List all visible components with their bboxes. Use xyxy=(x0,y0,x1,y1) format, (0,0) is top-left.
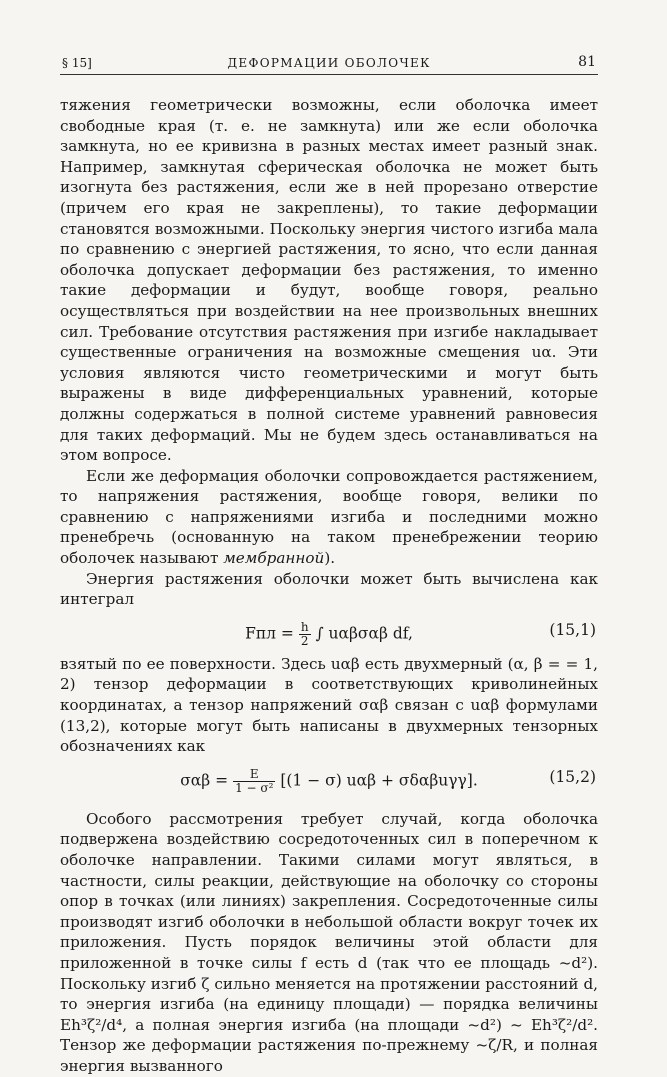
paragraph-3: Энергия растяжения оболочки может быть вычислена как интеграл xyxy=(60,569,598,609)
chapter-title: ДЕФОРМАЦИИ ОБОЛОЧЕК xyxy=(227,56,431,70)
book-page xyxy=(60,52,598,1077)
formula-15-1 xyxy=(60,610,598,654)
formula-15-2-fraction xyxy=(233,768,275,795)
running-header xyxy=(60,52,598,75)
formula-15-2 xyxy=(60,757,598,801)
formula-15-1-rhs: ∫ uαβσαβ df, xyxy=(310,624,413,643)
paragraph-2-end: ). xyxy=(324,549,336,568)
formula-15-2-number: (15,2) xyxy=(549,767,596,786)
membrane-term: мембранной xyxy=(223,549,325,568)
paragraph-2-start: Если же деформация оболочки сопровождается растяжением, то напряжения растяжения, вообще говоря, велики по сравнению с напряжениями изгиба и последними можно пренебречь (основанную на таком пренебрежении теорию оболочек называют xyxy=(60,466,598,568)
section-number: § 15] xyxy=(62,56,92,70)
formula-15-1-lhs: Fпл = xyxy=(245,624,299,643)
paragraph-4: взятый по ее поверхности. Здесь uαβ есть двухмерный (α, β = = 1, 2) тензор деформации в соответствующих криволинейных координатах, а тензор напряжений σαβ связан с uαβ формулами (13,2), которые могут быть написаны в двухмерных тензорных обозначениях как xyxy=(60,654,598,756)
page-number: 81 xyxy=(578,54,596,70)
formula-15-1-denominator: 2 xyxy=(300,633,309,648)
paragraph-1: тяжения геометрически возможны, если оболочка имеет свободные края (т. е. не замкнута) или же если оболочка замкнута, но ее кривизна в разных местах имеет разный знак. Например, замкнутая сферическая оболочка не может быть изогнута без растяжения, если же в ней прорезано отверстие (причем его края не закреплены), то такие деформации становятся возможными. Поскольку энергия чистого изгиба мала по сравнению с энергией растяжения, то ясно, что если данная оболочка допускает деформации без растяжения, то именно такие деформации и будут, вообще говоря, реально осуществляться при воздействии на нее произвольных внешних сил. Требование отсутствия растяжения при изгибе накладывает существенные ограничения на возможные смещения uα. Эти условия являются чисто геометрическими и могут быть выражены в виде дифференциальных уравнений, которые должны содержаться в полной системе уравнений равновесия для таких деформаций. Мы не будем здесь останавливаться на этом вопросе. xyxy=(60,96,598,465)
formula-15-1-fraction xyxy=(299,621,311,648)
formula-15-1-number: (15,1) xyxy=(549,620,596,639)
page-body xyxy=(60,95,598,1077)
formula-15-1-numerator: h xyxy=(300,619,309,634)
formula-15-2-numerator: E xyxy=(233,768,275,782)
formula-15-2-rhs: [(1 − σ) uαβ + σδαβuγγ]. xyxy=(275,771,478,790)
formula-15-2-lhs: σαβ = xyxy=(180,771,234,790)
paragraph-5: Особого рассмотрения требует случай, когда оболочка подвержена воздействию сосредоточенных сил в поперечном к оболочке направлении. Такими силами могут являться, в частности, силы реакции, действующие на оболочку со стороны опор в точках (или линиях) закрепления. Сосредоточенные силы производят изгиб оболочки в небольшой области вокруг точек их приложения. Пусть порядок величины этой области для приложенной в точке силы f есть d (так что ее площадь ~d²). Поскольку изгиб ζ сильно меняется на протяжении расстояний d, то энергия изгиба (на единицу площади) — порядка величины Eh³ζ²/d⁴, а полная энергия изгиба (на площади ~d²) ~ Eh³ζ²/d². Тензор же деформации растяжения по-прежнему ~ζ/R, и полная энергия вызванного xyxy=(60,809,598,1075)
formula-15-2-denominator: 1 − σ² xyxy=(235,780,274,795)
paragraph-2 xyxy=(60,466,598,569)
